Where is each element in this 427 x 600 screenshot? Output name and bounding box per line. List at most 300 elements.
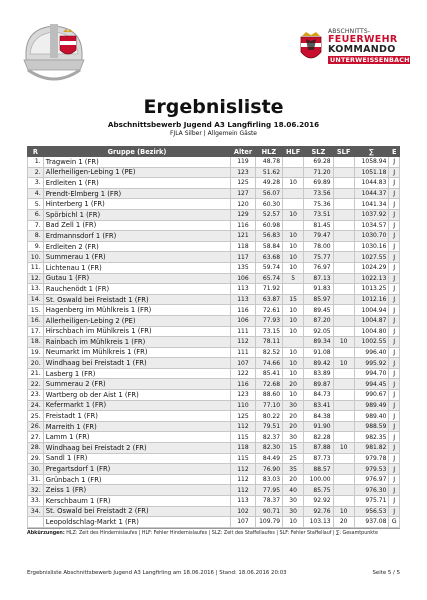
cell-hlz: 77.10: [255, 400, 282, 411]
cell-hlz: 78.37: [255, 496, 282, 507]
cell-slf: [333, 315, 354, 326]
cell-rank: 9.: [28, 241, 44, 252]
table-header-row: [28, 147, 400, 157]
cell-rank: 21.: [28, 368, 44, 379]
cell-total: 1012.16: [354, 294, 389, 305]
cell-group: Windhaag bei Freistadt 1 (FR): [43, 358, 230, 369]
cell-hlf: 10: [283, 231, 304, 242]
cell-hlf: 10: [283, 305, 304, 316]
cell-group: Lamm 1 (FR): [43, 432, 230, 443]
cell-group: Neumarkt im Mühlkreis 1 (FR): [43, 347, 230, 358]
cell-hlz: 56.83: [255, 231, 282, 242]
cell-rank: 33.: [28, 496, 44, 507]
cell-age: 119: [231, 157, 255, 168]
cell-slz: 89.87: [304, 379, 333, 390]
cell-slf: 10: [333, 443, 354, 454]
cell-e: J: [389, 337, 400, 348]
cell-e: J: [389, 464, 400, 475]
cell-e: J: [389, 241, 400, 252]
table-row: [28, 464, 400, 475]
cell-hlz: 77.95: [255, 485, 282, 496]
cell-slz: 89.34: [304, 337, 333, 348]
cell-rank: 12.: [28, 273, 44, 284]
cell-age: 112: [231, 421, 255, 432]
table-row: [28, 188, 400, 199]
page-title: Ergebnisliste: [143, 96, 284, 118]
cell-slf: [333, 157, 354, 168]
cell-age: 107: [231, 517, 255, 528]
cell-slf: [333, 188, 354, 199]
cell-hlz: 63.87: [255, 294, 282, 305]
cell-hlz: 72.68: [255, 379, 282, 390]
cell-slz: 88.57: [304, 464, 333, 475]
cell-slf: [333, 400, 354, 411]
cell-hlz: 63.68: [255, 252, 282, 263]
category-label: FJLA Silber | Allgemein Gäste: [169, 130, 257, 137]
cell-age: 121: [231, 231, 255, 242]
cell-hlf: [283, 167, 304, 178]
table-row: [28, 506, 400, 517]
cell-rank: 32.: [28, 485, 44, 496]
table-row: [28, 432, 400, 443]
table-row: [28, 199, 400, 210]
cell-hlz: 65.74: [255, 273, 282, 284]
table-row: [28, 262, 400, 273]
cell-group: Allerheiligen-Lebing 2 (PE): [43, 315, 230, 326]
table-row: [28, 294, 400, 305]
cell-slz: 85.75: [304, 485, 333, 496]
cell-slf: 10: [333, 337, 354, 348]
cell-age: 125: [231, 178, 255, 189]
table-row: [28, 379, 400, 390]
cell-age: 118: [231, 443, 255, 454]
page-number: Seite 5 / 5: [372, 570, 400, 576]
cell-hlf: 10: [283, 390, 304, 401]
cell-rank: 24.: [28, 400, 44, 411]
cell-slf: [333, 273, 354, 284]
column-header-slz: SLZ: [304, 147, 333, 157]
cell-slz: 76.97: [304, 262, 333, 273]
cell-e: J: [389, 443, 400, 454]
cell-rank: 15.: [28, 305, 44, 316]
cell-total: 979.78: [354, 453, 389, 464]
column-header-total: ∑: [354, 147, 389, 157]
cell-slz: 85.97: [304, 294, 333, 305]
cell-hlz: 60.30: [255, 199, 282, 210]
cell-group: Summerau 1 (FR): [43, 252, 230, 263]
cell-hlz: 109.79: [255, 517, 282, 528]
cell-hlf: 5: [283, 273, 304, 284]
cell-e: J: [389, 157, 400, 168]
cell-e: J: [389, 252, 400, 263]
table-row: [28, 315, 400, 326]
cell-hlz: 51.62: [255, 167, 282, 178]
cell-group: Erdleiten 1 (FR): [43, 178, 230, 189]
cell-age: 112: [231, 464, 255, 475]
cell-hlf: 10: [283, 368, 304, 379]
abbreviations-legend: [27, 528, 400, 536]
cell-slz: 83.89: [304, 368, 333, 379]
cell-hlz: 58.84: [255, 241, 282, 252]
cell-group: St. Oswald bei Freistadt 2 (FR): [43, 506, 230, 517]
cell-slz: 75.36: [304, 199, 333, 210]
cell-e: J: [389, 496, 400, 507]
cell-age: 123: [231, 390, 255, 401]
table-row: [28, 167, 400, 178]
column-header-hlf: HLF: [283, 147, 304, 157]
cell-age: 123: [231, 167, 255, 178]
cell-total: 1037.92: [354, 209, 389, 220]
cell-slz: 75.77: [304, 252, 333, 263]
cell-age: 116: [231, 220, 255, 231]
cell-group: Zeiss 1 (FR): [43, 485, 230, 496]
cell-hlz: 56.07: [255, 188, 282, 199]
cell-age: 116: [231, 305, 255, 316]
cell-slz: 84.73: [304, 390, 333, 401]
cell-rank: 10.: [28, 252, 44, 263]
cell-slz: 92.05: [304, 326, 333, 337]
fire-brigade-logo: [20, 20, 100, 88]
cell-total: 1013.25: [354, 284, 389, 295]
cell-age: 115: [231, 453, 255, 464]
cell-group: St. Oswald bei Freistadt 1 (FR): [43, 294, 230, 305]
cell-group: Pregartsdorf 1 (FR): [43, 464, 230, 475]
cell-hlf: 20: [283, 421, 304, 432]
cell-slf: [333, 220, 354, 231]
cell-age: 127: [231, 188, 255, 199]
cell-rank: 20.: [28, 358, 44, 369]
table-row: [28, 209, 400, 220]
cell-e: J: [389, 432, 400, 443]
cell-group: Grünbach 1 (FR): [43, 474, 230, 485]
cell-total: 1004.94: [354, 305, 389, 316]
cell-e: J: [389, 188, 400, 199]
cell-hlf: 40: [283, 485, 304, 496]
cell-hlz: 82.30: [255, 443, 282, 454]
column-header-slf: SLF: [333, 147, 354, 157]
table-row: [28, 305, 400, 316]
cell-slz: 91.90: [304, 421, 333, 432]
cell-rank: 31.: [28, 474, 44, 485]
cell-hlf: 25: [283, 453, 304, 464]
cell-hlf: 10: [283, 262, 304, 273]
abbreviations-text: HLZ: Zeit des Hindernislaufes | HLF: Fehler Hindernislaufes | SLZ: Zeit des Staffellaufes | SLF: Fehler Staffellauf | ∑: Gesamtpunkte: [66, 531, 378, 536]
cell-group: Lasberg 1 (FR): [43, 368, 230, 379]
cell-slz: 87.88: [304, 443, 333, 454]
cell-rank: 17.: [28, 326, 44, 337]
cell-age: 116: [231, 379, 255, 390]
cell-total: 988.59: [354, 421, 389, 432]
cell-age: 129: [231, 209, 255, 220]
cell-e: J: [389, 178, 400, 189]
table-row: [28, 400, 400, 411]
cell-group: Prendt-Elmberg 1 (FR): [43, 188, 230, 199]
table-row: [28, 390, 400, 401]
cell-group: Freistadt 1 (FR): [43, 411, 230, 422]
table-row: [28, 220, 400, 231]
cell-e: J: [389, 400, 400, 411]
cell-slf: [333, 464, 354, 475]
cell-hlf: 10: [283, 209, 304, 220]
cell-total: 989.49: [354, 400, 389, 411]
table-row: [28, 474, 400, 485]
cell-slf: [333, 485, 354, 496]
cell-hlf: [283, 220, 304, 231]
cell-group: Kefermarkt 1 (FR): [43, 400, 230, 411]
cell-slz: 71.20: [304, 167, 333, 178]
cell-rank: 8.: [28, 231, 44, 242]
cell-rank: 26.: [28, 421, 44, 432]
cell-rank: 4.: [28, 188, 44, 199]
cell-hlf: 10: [283, 178, 304, 189]
cell-hlf: 30: [283, 506, 304, 517]
cell-total: 976.97: [354, 474, 389, 485]
cell-hlf: 10: [283, 326, 304, 337]
cell-group: Wartberg ob der Aist 1 (FR): [43, 390, 230, 401]
cell-hlz: 48.78: [255, 157, 282, 168]
cell-slf: [333, 347, 354, 358]
cell-total: 1051.18: [354, 167, 389, 178]
abschnitts-feuerwehrkommando-logo: [298, 28, 410, 74]
cell-age: 117: [231, 252, 255, 263]
cell-hlz: 73.15: [255, 326, 282, 337]
cell-age: 122: [231, 368, 255, 379]
cell-rank: 11.: [28, 262, 44, 273]
cell-group: Hagenberg im Mühlkreis 1 (FR): [43, 305, 230, 316]
table-row: [28, 358, 400, 369]
cell-hlf: 10: [283, 241, 304, 252]
column-header-hlz: HLZ: [255, 147, 282, 157]
cell-hlf: 20: [283, 379, 304, 390]
cell-slf: [333, 305, 354, 316]
cell-total: 976.30: [354, 485, 389, 496]
cell-total: 994.70: [354, 368, 389, 379]
cell-slf: 20: [333, 517, 354, 528]
cell-slf: [333, 284, 354, 295]
cell-rank: 28.: [28, 443, 44, 454]
cell-hlz: 90.71: [255, 506, 282, 517]
cell-total: 990.67: [354, 390, 389, 401]
cell-slz: 82.28: [304, 432, 333, 443]
cell-e: J: [389, 294, 400, 305]
cell-age: 113: [231, 294, 255, 305]
cell-total: 975.71: [354, 496, 389, 507]
cell-rank: 7.: [28, 220, 44, 231]
cell-rank: 14.: [28, 294, 44, 305]
cell-slf: 10: [333, 358, 354, 369]
cell-slz: 69.28: [304, 157, 333, 168]
cell-age: 106: [231, 315, 255, 326]
cell-slf: [333, 294, 354, 305]
cell-age: 112: [231, 337, 255, 348]
cell-total: 1044.37: [354, 188, 389, 199]
cell-rank: 34.: [28, 506, 44, 517]
cell-group: Hirschbach im Mühlkreis 1 (FR): [43, 326, 230, 337]
cell-age: 106: [231, 273, 255, 284]
cell-e: J: [389, 347, 400, 358]
table-row: [28, 284, 400, 295]
cell-group: Marreith 1 (FR): [43, 421, 230, 432]
cell-total: 1041.34: [354, 199, 389, 210]
column-header-age: Alter: [231, 147, 255, 157]
cell-group: Summerau 2 (FR): [43, 379, 230, 390]
cell-hlf: [283, 199, 304, 210]
cell-slf: [333, 421, 354, 432]
cell-total: 979.53: [354, 464, 389, 475]
cell-age: 111: [231, 347, 255, 358]
cell-total: 937.08: [354, 517, 389, 528]
cell-total: 1022.13: [354, 273, 389, 284]
column-header-group: Gruppe (Bezirk): [43, 147, 230, 157]
cell-total: 1004.87: [354, 315, 389, 326]
results-table: [27, 146, 400, 528]
cell-hlz: 76.90: [255, 464, 282, 475]
cell-slz: 87.13: [304, 273, 333, 284]
cell-slz: 69.89: [304, 178, 333, 189]
cell-total: 1030.16: [354, 241, 389, 252]
cell-hlz: 52.57: [255, 209, 282, 220]
cell-slf: [333, 252, 354, 263]
cell-hlz: 78.11: [255, 337, 282, 348]
cell-e: J: [389, 209, 400, 220]
cell-rank: [28, 517, 44, 528]
cell-group: Rauchenödt 1 (FR): [43, 284, 230, 295]
cell-group: Spörbichl 1 (FR): [43, 209, 230, 220]
cell-rank: 1.: [28, 157, 44, 168]
cell-rank: 30.: [28, 464, 44, 475]
cell-slf: [333, 496, 354, 507]
cell-rank: 2.: [28, 167, 44, 178]
cell-group: Hinterberg 1 (FR): [43, 199, 230, 210]
cell-age: 110: [231, 400, 255, 411]
cell-e: J: [389, 220, 400, 231]
cell-group: Bad Zell 1 (FR): [43, 220, 230, 231]
cell-slz: 89.45: [304, 305, 333, 316]
cell-hlf: 20: [283, 411, 304, 422]
cell-hlz: 82.37: [255, 432, 282, 443]
cell-hlf: 30: [283, 496, 304, 507]
cell-group: Windhaag bei Freistadt 2 (FR): [43, 443, 230, 454]
cell-hlf: 10: [283, 517, 304, 528]
cell-e: J: [389, 167, 400, 178]
cell-e: J: [389, 199, 400, 210]
cell-e: J: [389, 453, 400, 464]
cell-rank: 22.: [28, 379, 44, 390]
cell-hlz: 83.03: [255, 474, 282, 485]
coat-of-arms-icon: [298, 30, 324, 64]
table-row: [28, 411, 400, 422]
cell-hlf: 15: [283, 443, 304, 454]
cell-age: 115: [231, 432, 255, 443]
cell-age: 125: [231, 411, 255, 422]
cell-total: 956.53: [354, 506, 389, 517]
cell-slz: 79.47: [304, 231, 333, 242]
cell-hlz: 85.41: [255, 368, 282, 379]
column-header-rank: R: [28, 147, 44, 157]
cell-slf: [333, 241, 354, 252]
cell-slz: 100.00: [304, 474, 333, 485]
cell-slf: [333, 368, 354, 379]
table-row: [28, 517, 400, 528]
cell-age: 135: [231, 262, 255, 273]
cell-hlf: 30: [283, 432, 304, 443]
cell-e: J: [389, 379, 400, 390]
logo-line-4: UNTERWEISSENBACH: [330, 56, 410, 64]
footer-info: Ergebnisliste Abschnittsbewerb Jugend A3 Langfirling am 18.06.2016 | Stand: 18.06.2016 20:03: [27, 570, 287, 576]
table-row: [28, 368, 400, 379]
table-row: [28, 178, 400, 189]
cell-rank: 23.: [28, 390, 44, 401]
cell-age: 111: [231, 326, 255, 337]
cell-e: J: [389, 305, 400, 316]
cell-e: G: [389, 517, 400, 528]
cell-slz: 92.76: [304, 506, 333, 517]
table-row: [28, 496, 400, 507]
cell-slz: 78.00: [304, 241, 333, 252]
cell-total: 1024.29: [354, 262, 389, 273]
cell-group: Sandl 1 (FR): [43, 453, 230, 464]
cell-e: J: [389, 326, 400, 337]
cell-hlf: 10: [283, 358, 304, 369]
cell-slz: 103.13: [304, 517, 333, 528]
cell-total: 989.40: [354, 411, 389, 422]
cell-slf: [333, 199, 354, 210]
cell-hlz: 60.98: [255, 220, 282, 231]
cell-rank: 29.: [28, 453, 44, 464]
table-row: [28, 241, 400, 252]
cell-hlz: 77.93: [255, 315, 282, 326]
cell-hlf: [283, 157, 304, 168]
table-row: [28, 443, 400, 454]
cell-rank: 25.: [28, 411, 44, 422]
cell-e: J: [389, 411, 400, 422]
cell-total: 982.35: [354, 432, 389, 443]
cell-slz: 87.20: [304, 315, 333, 326]
cell-total: 1044.83: [354, 178, 389, 189]
cell-group: Tragwein 1 (FR): [43, 157, 230, 168]
cell-age: 113: [231, 284, 255, 295]
cell-rank: 19.: [28, 347, 44, 358]
cell-e: J: [389, 368, 400, 379]
cell-e: J: [389, 284, 400, 295]
cell-e: J: [389, 262, 400, 273]
cell-total: 994.45: [354, 379, 389, 390]
table-row: [28, 231, 400, 242]
table-row: [28, 273, 400, 284]
cell-slz: 81.45: [304, 220, 333, 231]
cell-hlf: [283, 337, 304, 348]
cell-hlf: 15: [283, 294, 304, 305]
cell-e: J: [389, 315, 400, 326]
cell-rank: 5.: [28, 199, 44, 210]
cell-age: 113: [231, 496, 255, 507]
cell-slz: 92.92: [304, 496, 333, 507]
cell-slf: [333, 453, 354, 464]
cell-e: J: [389, 231, 400, 242]
cell-group: Lichtenau 1 (FR): [43, 262, 230, 273]
cell-group: Erdmannsdorf 1 (FR): [43, 231, 230, 242]
cell-group: Rainbach im Mühlkreis 1 (FR): [43, 337, 230, 348]
cell-rank: 6.: [28, 209, 44, 220]
cell-slz: 89.42: [304, 358, 333, 369]
cell-total: 1030.70: [354, 231, 389, 242]
cell-slz: 87.73: [304, 453, 333, 464]
cell-hlf: [283, 188, 304, 199]
cell-group: Erdleiten 2 (FR): [43, 241, 230, 252]
cell-hlz: 82.52: [255, 347, 282, 358]
cell-hlf: 10: [283, 315, 304, 326]
cell-age: 120: [231, 199, 255, 210]
